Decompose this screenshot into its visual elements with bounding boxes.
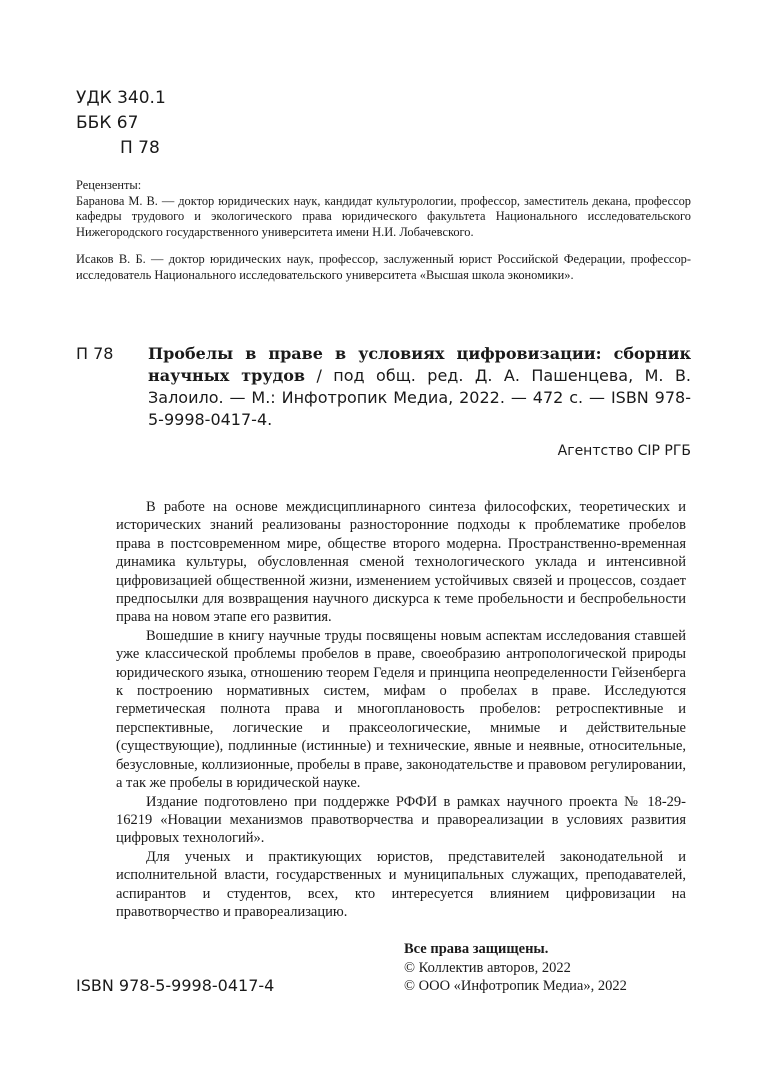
copyright-authors: © Коллектив авторов, 2022 [404,959,571,976]
bibliographic-description [148,343,691,431]
udk-code: УДК 340.1 [76,88,166,108]
annotation-paragraph-4: Для ученых и практикующих юристов, представителей законодательной и исполнительной власти, государственных и муниципальных служащих, преподавателей, аспирантов и студентов, всех, кто интересуется влиянием цифровизации на правотворчество и правореализацию. [116,848,686,920]
annotation-paragraph-3: Издание подготовлено при поддержке РФФИ в рамках научного проекта № 18-29-16219 «Новации механизмов правотворчества и правореализации в условиях развития цифровых технологий». [116,793,686,847]
rights-reserved: Все права защищены. [404,941,549,957]
bibliographic-details: / под общ. ред. Д. А. Пашенцева, М. В. Залоило. — М.: Инфотропик Медиа, 2022. — 472 с. — ISBN 978-5-9998-0417-4. [148,366,692,429]
reviewer-2: Исаков В. Б. — доктор юридических наук, профессор, заслуженный юрист Российской Федерации, профессор-исследователь Национального исследовательского университета «Высшая школа экономики». [76,252,691,282]
author-mark: П 78 [120,138,160,158]
copyright-publisher: © ООО «Инфотропик Медиа», 2022 [404,978,627,994]
book-title: Пробелы в праве в условиях цифровизации: сборник научных трудов [148,344,691,385]
annotation-paragraph-1: В работе на основе междисциплинарного синтеза философских, теоретических и исторических знаний реализованы разносторонние подходы к проблематике пробелов права в постсовременном мире, обществе второго модерна. Пространственно-временная динамика культуры, обусловленная сменой технологического уклада и интенсивной цифровизацией общественной жизни, изменением устойчивых связей и процессов, создает предпосылки для возвращения научного дискурса к теме пробельности и беспробельности права на новом этапе его развития. [116,499,686,626]
classification-codes [76,86,166,161]
reviewer-1: Баранова М. В. — доктор юридических наук, кандидат культурологии, профессор, заместитель декана, профессор кафедры трудового и экологического права юридического факультета Национального исследовательского Нижегородского государственного университета имени Н.И. Лобачевского. [76,193,691,239]
annotation-paragraph-2: Вошедшие в книгу научные труды посвящены новым аспектам исследования ставшей уже классической проблемы пробелов в праве, своеобразию антропологической природы юридического языка, отношению теорем Геделя и принципа неопределенности Гейзенберга к построению нормативных систем, мифам о пробелах в праве. Исследуются герметическая полнота права и многоплановость пробелов: ретроспективные и перспективные, логические и праксеологические, мнимые и действительные (существующие), подлинные (истинные) и технические, явные и неявные, относительные, безусловные, коллизионные, пробелы в праве, законодательстве и правовом регулировании, а так же пробелы в юридической науке. [116,627,686,792]
cip-agency: Агентство CIP РГБ [557,443,691,459]
bibliographic-record [76,343,691,431]
bibliographic-code: П 78 [76,344,114,363]
bbk-code: ББК 67 [76,113,139,133]
annotation [116,498,686,921]
rights-block [404,940,627,996]
reviewers-block [76,178,691,284]
reviewers-heading: Рецензенты: [76,178,142,192]
isbn: ISBN 978-5-9998-0417-4 [76,976,275,995]
